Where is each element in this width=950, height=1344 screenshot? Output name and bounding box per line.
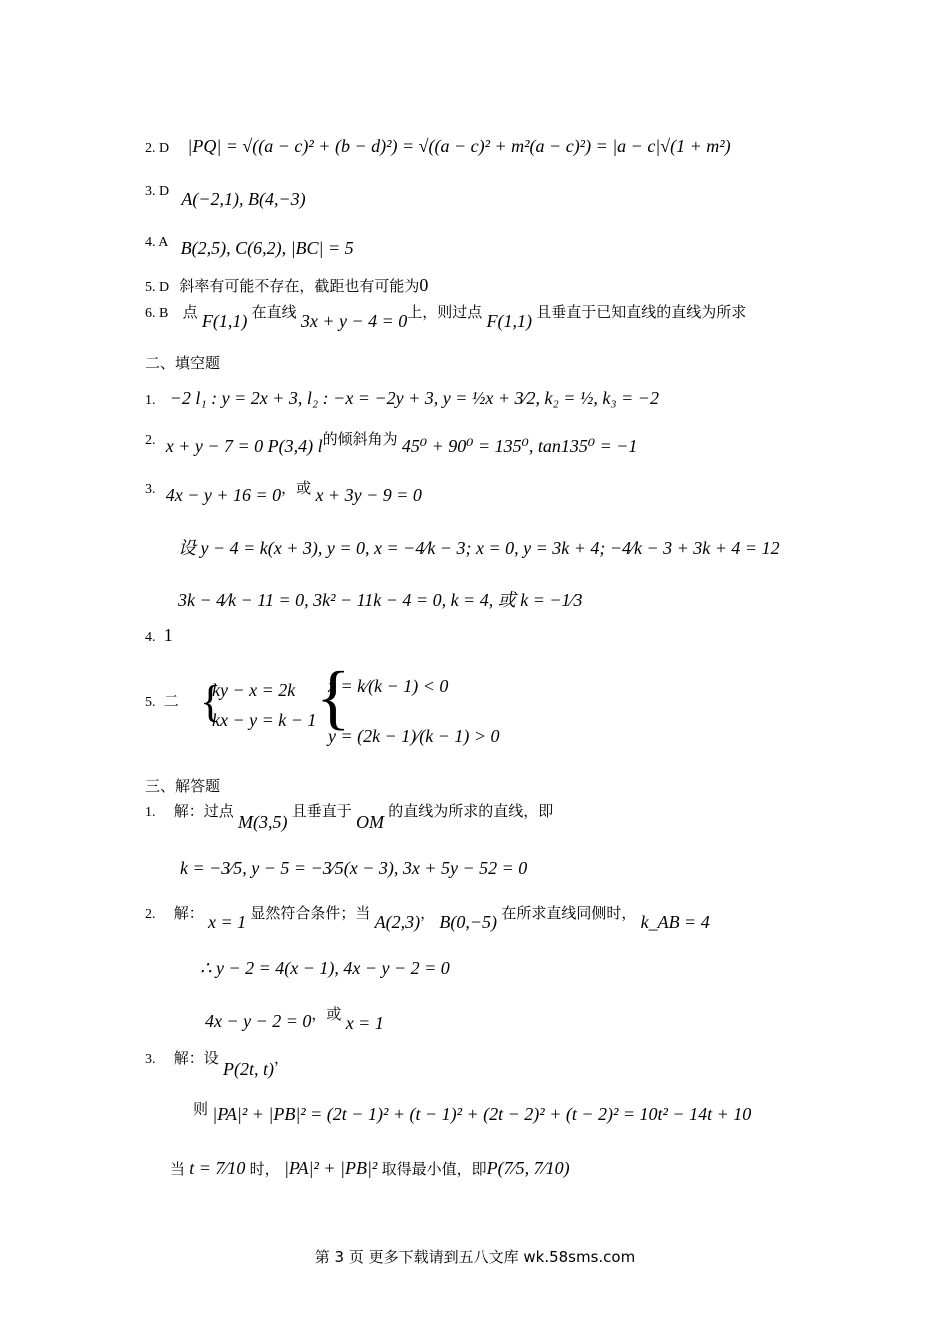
solve-2-answer-1: 4x − y − 2 = 0	[205, 1011, 312, 1031]
answer-6-point-2: F(1,1)	[486, 311, 533, 331]
answer-2	[145, 136, 731, 157]
answer-5-label: 5. D	[145, 280, 170, 295]
solve-2-text-2: 显然符合条件；当	[250, 904, 371, 922]
solve-2-point-b: B(0,−5)	[439, 912, 498, 932]
answer-6-text-2: 在直线	[251, 303, 297, 321]
fill-3-answer-1: 4x − y + 16 = 0	[165, 485, 282, 505]
fill-3	[145, 477, 422, 505]
fill-4-label: 4.	[145, 630, 156, 645]
page-footer: 第 3 页 更多下载请到五八文库 wk.58sms.com	[314, 1248, 636, 1266]
solve-3-conclusion	[170, 1158, 570, 1179]
fill-5-answer: 二	[163, 692, 179, 710]
answer-2-label: 2. D	[145, 141, 170, 156]
solve-1-segment: OM	[356, 812, 385, 832]
answer-6-label: 6. B	[145, 306, 169, 321]
fill-5-system-1-eq-1: ky − x = 2k	[212, 680, 296, 700]
fill-3-derivation-2-text: 3k − 4⁄k − 11 = 0, 3k² − 11k − 4 = 0, k = 4, 或 k = −1⁄3	[178, 590, 583, 610]
answer-4-formula: B(2,5), C(6,2), |BC| = 5	[180, 238, 354, 258]
solve-2-derivation	[200, 958, 450, 979]
fill-3-answer-2: x + 3y − 9 = 0	[315, 485, 422, 505]
fill-2-text: 的倾斜角为	[322, 430, 398, 448]
solve-1-text-1: 解：过点	[173, 802, 234, 820]
solve-3-conclusion-text-1: 时，	[249, 1160, 280, 1178]
answer-5-formula: 0	[419, 275, 429, 295]
answer-6-text-4: 且垂直于已知直线的直线为所求	[536, 303, 747, 321]
answer-6-text-1: 点	[182, 303, 198, 321]
fill-3-derivation-1-text: 设 y − 4 = k(x + 3), y = 0, x = −4⁄k − 3; x = 0, y = 3k + 4; −4⁄k − 3 + 3k + 4 = 12	[178, 538, 780, 558]
solve-section-title: 三、解答题	[145, 777, 221, 795]
fill-5-system-1-eq-2: kx − y = k − 1	[212, 710, 317, 730]
solve-3-label: 3.	[145, 1052, 156, 1067]
fill-3-or: ，或	[281, 479, 312, 497]
fill-5-system-2-eq-1: x = k⁄(k − 1) < 0	[328, 676, 449, 696]
fill-1-formula: −2 l₁ : y = 2x + 3, l₂ : −x = −2y + 3, y = ½x + 3⁄2, k₂ = ½, k₃ = −2	[169, 388, 659, 408]
solve-3-derivation-then: 则	[193, 1100, 209, 1118]
solve-3-conclusion-sum: |PA|² + |PB|²	[283, 1158, 378, 1178]
solve-2-answer	[205, 1003, 384, 1033]
brace-left-icon: {	[200, 677, 222, 726]
solve-2-comma: ，	[420, 904, 436, 922]
fill-section-title: 二、填空题	[145, 354, 221, 372]
solve-3	[145, 1047, 290, 1079]
fill-2-formula-1: x + y − 7 = 0 P(3,4) l	[165, 436, 323, 456]
solve-2-slope: k_AB = 4	[640, 912, 710, 932]
fill-4-answer: 1	[163, 625, 173, 645]
solve-2-text-1: 解：	[173, 904, 204, 922]
solve-3-conclusion-when: 当	[170, 1160, 186, 1178]
solve-1	[145, 800, 554, 832]
fill-2	[145, 428, 638, 456]
fill-3-label: 3.	[145, 482, 156, 497]
answer-3-formula: A(−2,1), B(4,−3)	[181, 189, 306, 209]
solve-3-conclusion-point: P(7⁄5, 7⁄10)	[486, 1158, 570, 1178]
fill-2-formula-2: 45⁰ + 90⁰ = 135⁰, tan135⁰ = −1	[401, 436, 638, 456]
brace-left-icon: {	[316, 657, 351, 737]
solve-2-text-3: 在所求直线同侧时，	[501, 904, 637, 922]
answer-3	[145, 179, 306, 209]
solve-3-derivation	[193, 1100, 752, 1125]
solve-3-comma: ，	[274, 1049, 290, 1067]
solve-1-text-3: 的直线为所求的直线，即	[388, 802, 554, 820]
answer-4	[145, 230, 354, 258]
answer-2-formula: |PQ| = √((a − c)² + (b − d)²) = √((a − c)² + m²(a − c)²) = |a − c|√(1 + m²)	[187, 136, 731, 156]
answer-4-label: 4. A	[145, 235, 169, 250]
solve-1-derivation	[180, 858, 527, 879]
answer-6	[145, 301, 747, 331]
solve-3-conclusion-t: t = 7⁄10	[189, 1158, 246, 1178]
fill-3-derivation-2	[178, 586, 583, 612]
solve-3-conclusion-text-2: 取得最小值，即	[381, 1160, 487, 1178]
solve-2	[145, 902, 710, 932]
answer-6-point-1: F(1,1)	[201, 311, 248, 331]
fill-5-label: 5.	[145, 695, 156, 710]
answer-5	[145, 275, 428, 296]
answer-6-line: 3x + y − 4 = 0	[300, 311, 408, 331]
fill-1	[145, 388, 659, 409]
solve-1-derivation-text: k = −3⁄5, y − 5 = −3⁄5(x − 3), 3x + 5y − 52 = 0	[180, 858, 528, 878]
solve-2-derivation-text: ∴ y − 2 = 4(x − 1), 4x − y − 2 = 0	[200, 958, 450, 978]
answer-6-text-3: 上，则过点	[407, 303, 483, 321]
answer-3-label: 3. D	[145, 184, 170, 199]
fill-5	[145, 690, 179, 711]
solve-1-point: M(3,5)	[238, 812, 288, 832]
fill-3-derivation-1	[178, 534, 780, 560]
fill-2-label: 2.	[145, 433, 156, 448]
answer-5-text: 斜率有可能不存在，截距也有可能为	[179, 277, 420, 295]
solve-2-point-a: A(2,3)	[374, 912, 421, 932]
solve-3-derivation-formula: |PA|² + |PB|² = (2t − 1)² + (t − 1)² + (2t − 2)² + (t − 2)² = 10t² − 14t + 10	[212, 1104, 752, 1124]
fill-1-label: 1.	[145, 393, 156, 408]
solve-3-text-1: 解：设	[173, 1049, 219, 1067]
solve-2-label: 2.	[145, 907, 156, 922]
fill-4	[145, 625, 173, 646]
solve-3-point: P(2t, t)	[223, 1059, 275, 1079]
solve-1-label: 1.	[145, 805, 156, 820]
fill-5-system-2-eq-2: y = (2k − 1)⁄(k − 1) > 0	[328, 726, 500, 746]
solve-2-or: ，或	[311, 1005, 342, 1023]
solve-2-answer-2: x = 1	[345, 1013, 384, 1033]
solve-1-text-2: 且垂直于	[291, 802, 352, 820]
solve-2-case-1: x = 1	[208, 912, 247, 932]
